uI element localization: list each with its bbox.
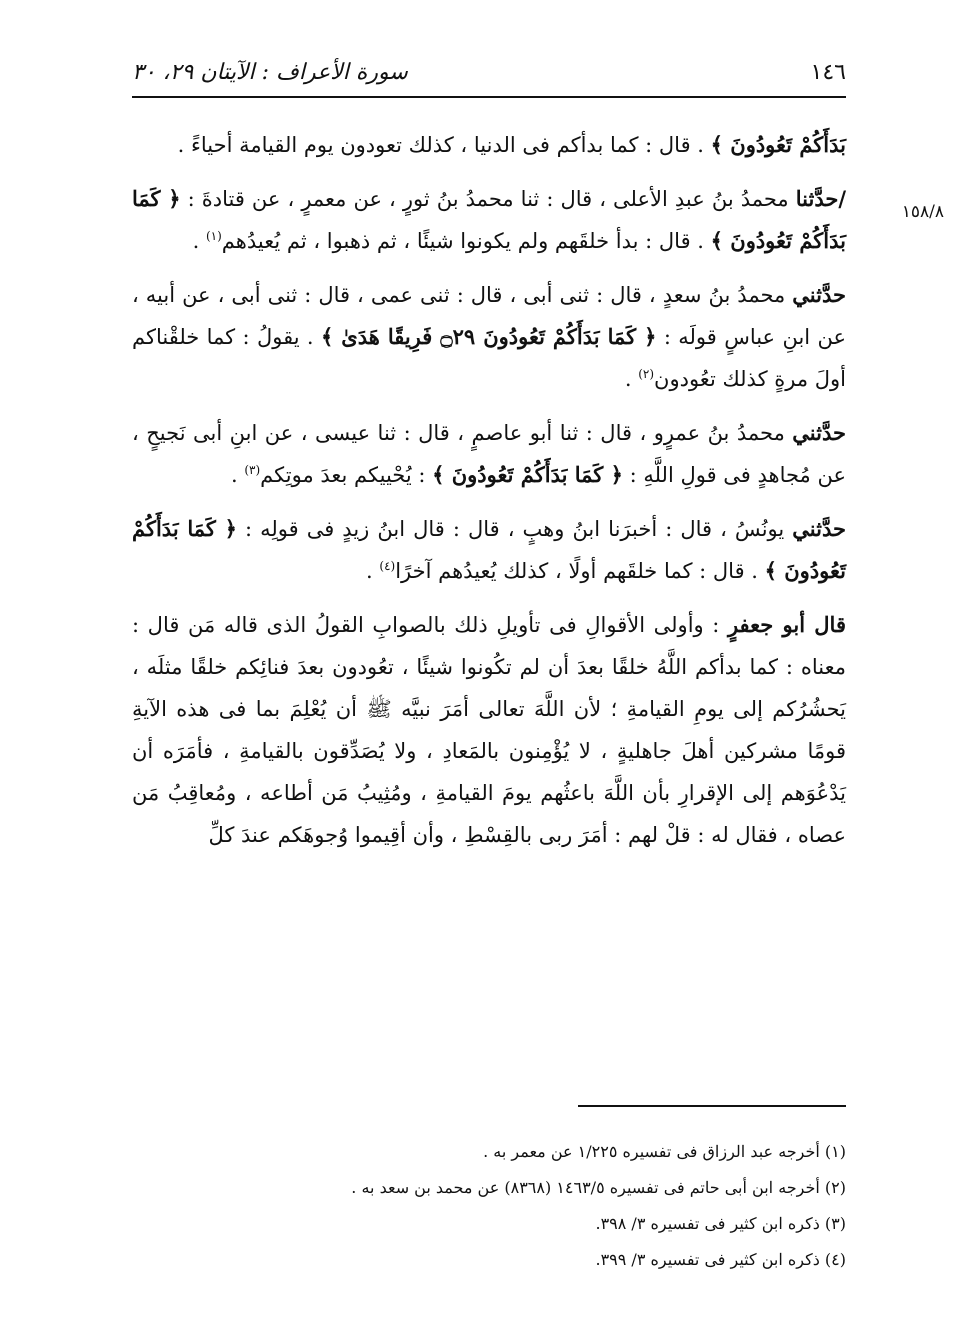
narration-lead: /حدَّثنا	[795, 186, 847, 211]
author-lead: قال أبو جعفرٍ	[727, 612, 846, 637]
body-text	[132, 124, 846, 868]
paragraph-text: . يقولُ : كما خلقْناكم أولَ مرةٍ كذلك تعُودون	[132, 325, 846, 391]
narration-lead: حدَّثني	[792, 282, 846, 307]
footnote: (١) أخرجه عبد الرزاق فى تفسيره ١/٢٢٥ عن معمر به .	[483, 1142, 846, 1161]
quran-quote: ﴿ كَمَا بَدَأَكُمْ تَعُودُونَ ۝٢٩ فَرِيقًا هَدَىٰ ﴾	[320, 324, 657, 349]
footnote-marker: (٢)	[638, 367, 655, 381]
quran-quote: بَدَأَكُمْ تَعُودُونَ ﴾	[710, 132, 846, 157]
quran-quote: ﴿ كَمَا بَدَأَكُمْ تَعُودُونَ ﴾	[432, 462, 623, 487]
footnote-marker: (١)	[205, 229, 222, 243]
paragraph	[132, 124, 846, 166]
paragraph-text: محمدُ بنُ سعدٍ ، قال : ثنى أبى ، قال : ثنى عمى ، قال : ثنى أبى ، عن أبيه ، عن ابنِ عباسٍ قولَه :	[132, 283, 847, 349]
narration-lead: حدَّثني	[792, 516, 846, 541]
paragraph	[132, 178, 846, 262]
footnote-marker: (٣)	[244, 463, 261, 477]
paragraph-text: : يُحْييكم بعدَ موتِكم	[260, 463, 433, 487]
paragraph-text: محمدُ بنُ عمرٍو ، قال : ثنا أبو عاصمٍ ، قال : ثنا عيسى ، عن ابنِ أبى نَجيحٍ ، عن مُجاهدٍ فى قولِ اللَّهِ :	[132, 421, 846, 487]
paragraph-end: .	[366, 559, 380, 583]
footnote-rule	[578, 1105, 846, 1107]
paragraph-text: . قال : بدأ خلقَهم ولم يكونوا شيئًا ، ثم ذهبوا ، ثم يُعيدُهم	[221, 229, 711, 253]
paragraph-end: .	[230, 463, 245, 487]
narration-lead: حدَّثني	[792, 420, 846, 445]
header-rule	[132, 96, 846, 98]
paragraph-text: محمدُ بنُ عبدِ الأعلى ، قال : ثنا محمدُ بنُ ثورٍ ، عن معمرٍ ، عن قتادةَ :	[180, 187, 796, 211]
paragraph-text: . قال : كما بدأكم فى الدنيا ، كذلك تعودون يوم القيامة أحياءً .	[177, 133, 711, 157]
paragraph-end: .	[192, 229, 206, 253]
quran-quote: ﴿ كَمَا بَدَأَكُمْ تَعُودُونَ ﴾	[132, 516, 846, 583]
running-header	[132, 52, 846, 92]
footnote: (٤) ذكره ابن كثير فى تفسيره ٣/ ٣٩٩.	[595, 1250, 846, 1269]
paragraph-text: : وأولى الأقوالِ فى تأويلِ ذلك بالصوابِ القولُ الذى قاله مَن قال : معناه : كما بدأكم اللَّهُ خلقًا بعدَ أن لم تكُونوا شيئًا ، تعُودون بعدَ فنائِكم خلقًا مثلَه ، يَحشُرُكم إلى يومِ القيامةِ ؛ لأن اللَّهَ تعالى أمَرَ نبيَّه ﷺ أن يُعْلِمَ بما فى هذه الآيةِ قومًا مشركين أهلَ جاهليةٍ ، لا يُؤْمِنون بالمَعادِ ، ولا يُصَدِّقون بالقيامةِ ، فأمَرَه أن يَدْعُوَهم إلى الإقرارِ بأن اللَّهَ باعثُهم يومَ القيامةِ ، ومُثِيبُ مَن أطاعه ، ومُعاقِبُ مَن عصاه ، فقال له : قلْ لهم : أمَرَ ربى بالقِسْطِ ، وأن أقِيموا وُجوهَكم عندَ كلِّ	[132, 613, 846, 847]
margin-reference: ١٥٨/٨	[901, 202, 944, 222]
paragraph-text: يونُسُ ، قال : أخبرَنا ابنُ وهبٍ ، قال : قال ابنُ زيدٍ فى قولِه :	[236, 517, 793, 541]
footnotes	[132, 1134, 846, 1278]
header-title: سورة الأعراف : الآيتان ٢٩، ٣٠	[132, 59, 408, 85]
footnote: (٣) ذكره ابن كثير فى تفسيره ٣/ ٣٩٨.	[595, 1214, 846, 1233]
page-number: ١٤٦	[810, 59, 846, 85]
paragraph	[132, 274, 846, 400]
footnote: (٢) أخرجه ابن أبى حاتم فى تفسيره ١٤٦٣/٥ (٨٣٦٨) عن محمد بن سعد به .	[351, 1178, 846, 1197]
paragraph	[132, 412, 846, 496]
paragraph-text: . قال : كما خلقَهم أولًا ، كذلك يُعيدُهم آخرًا	[395, 559, 765, 583]
footnote-marker: (٤)	[379, 559, 396, 573]
paragraph	[132, 604, 846, 856]
quran-quote: ﴿ كَمَا بَدَأَكُمْ تَعُودُونَ ﴾	[132, 186, 846, 253]
paragraph	[132, 508, 846, 592]
paragraph-end: .	[624, 367, 639, 391]
